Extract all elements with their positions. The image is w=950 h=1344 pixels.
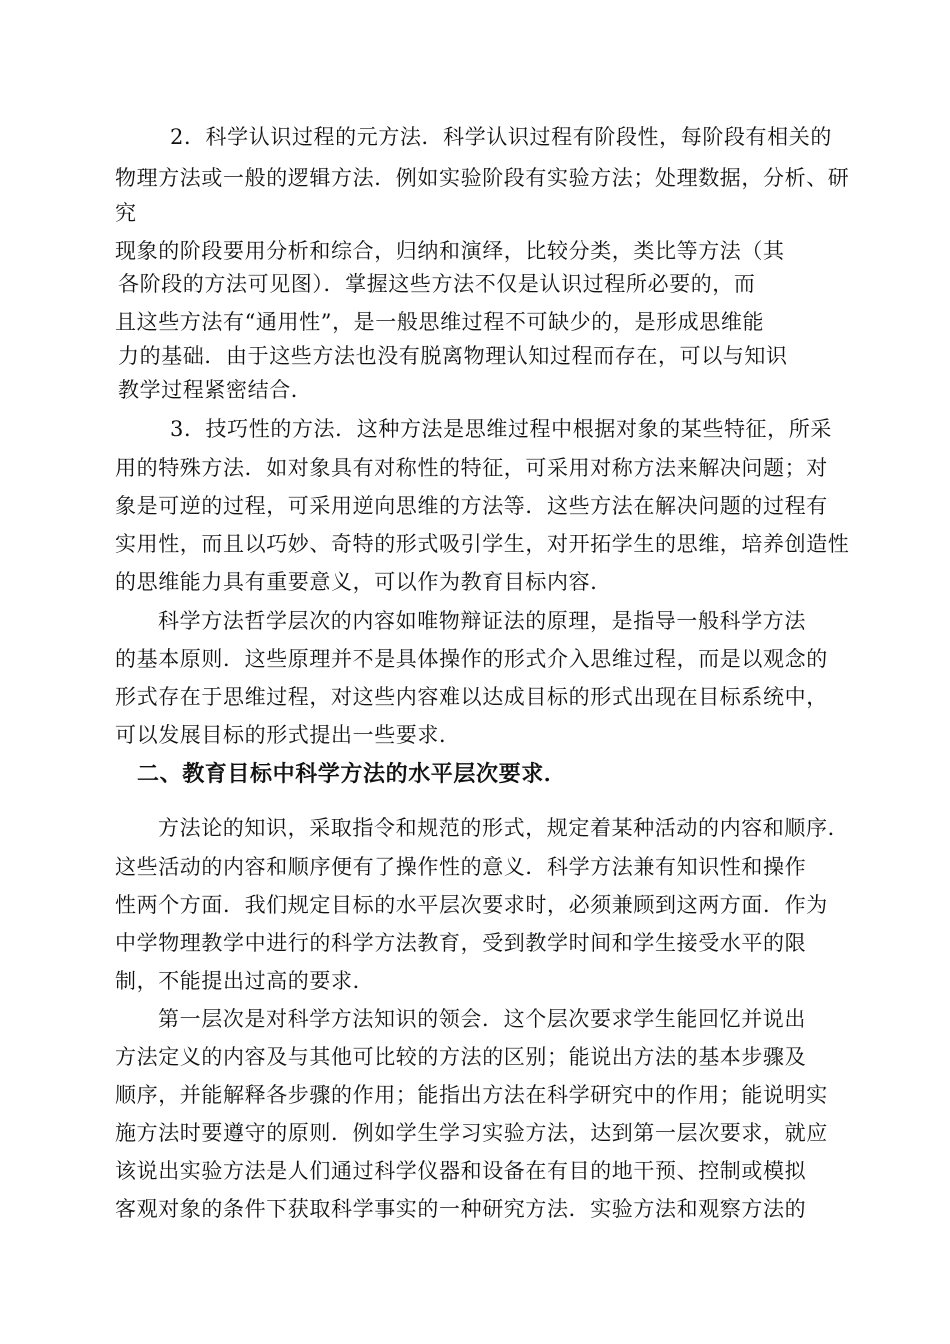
text-line: 2．科学认识过程的元方法．科学认识过程有阶段性，每阶段有相关的: [170, 125, 832, 149]
text-line: 性两个方面．我们规定目标的水平层次要求时，必须兼顾到这两方面．作为: [115, 893, 828, 917]
text-line: 且这些方法有“通用性”，是一般思维过程不可缺少的，是形成思维能: [115, 310, 765, 334]
text-line: 第一层次是对科学方法知识的领会．这个层次要求学生能回忆并说出: [158, 1007, 806, 1031]
text-line: 方法定义的内容及与其他可比较的方法的区别；能说出方法的基本步骤及: [115, 1045, 807, 1069]
text-line: 制，不能提出过高的要求．: [115, 969, 375, 993]
text-line: 的基本原则．这些原理并不是具体操作的形式介入思维过程，而是以观念的: [115, 647, 828, 671]
text-line: 施方法时要遵守的原则．例如学生学习实验方法，达到第一层次要求，就应: [115, 1121, 828, 1145]
text-line: 方法论的知识，采取指令和规范的形式，规定着某种活动的内容和顺序．: [158, 816, 850, 840]
text-line: 中学物理教学中进行的科学方法教育，受到教学时间和学生接受水平的限: [115, 931, 807, 955]
text-line: 物理方法或一般的逻辑方法．例如实验阶段有实验方法；处理数据，分析、研: [115, 166, 850, 190]
section-heading: 二、教育目标中科学方法的水平层次要求．: [137, 762, 567, 787]
text-line: 现象的阶段要用分析和综合，归纳和演绎，比较分类，类比等方法（其: [115, 239, 785, 263]
text-line: 3．技巧性的方法．这种方法是思维过程中根据对象的某些特征，所采: [170, 417, 832, 441]
text-line: 形式存在于思维过程，对这些内容难以达成目标的形式出现在目标系统中，: [115, 685, 828, 709]
text-line: 象是可逆的过程，可采用逆向思维的方法等．这些方法在解决问题的过程有: [115, 494, 828, 518]
text-line: 客观对象的条件下获取科学事实的一种研究方法．实验方法和观察方法的: [115, 1197, 807, 1221]
text-line: 究: [115, 201, 137, 225]
text-line: 可以发展目标的形式提出一些要求．: [115, 723, 461, 747]
text-line: 这些活动的内容和顺序便有了操作性的意义．科学方法兼有知识性和操作: [115, 855, 807, 879]
text-line: 教学过程紧密结合．: [118, 378, 313, 402]
text-line: 实用性，而且以巧妙、奇特的形式吸引学生，对开拓学生的思维，培养创造性: [115, 532, 850, 556]
text-line: 用的特殊方法．如对象具有对称性的特征，可采用对称方法来解决问题；对: [115, 456, 828, 480]
text-line: 该说出实验方法是人们通过科学仪器和设备在有目的地干预、控制或模拟: [115, 1159, 807, 1183]
text-line: 的思维能力具有重要意义，可以作为教育目标内容．: [115, 570, 612, 594]
text-line: 顺序，并能解释各步骤的作用；能指出方法在科学研究中的作用；能说明实: [115, 1083, 828, 1107]
text-line: 各阶段的方法可见图）．掌握这些方法不仅是认识过程所必要的，而: [118, 272, 756, 296]
text-line: 科学方法哲学层次的内容如唯物辩证法的原理，是指导一般科学方法: [158, 609, 806, 633]
text-line: 力的基础．由于这些方法也没有脱离物理认知过程而存在，可以与知识: [118, 344, 788, 368]
